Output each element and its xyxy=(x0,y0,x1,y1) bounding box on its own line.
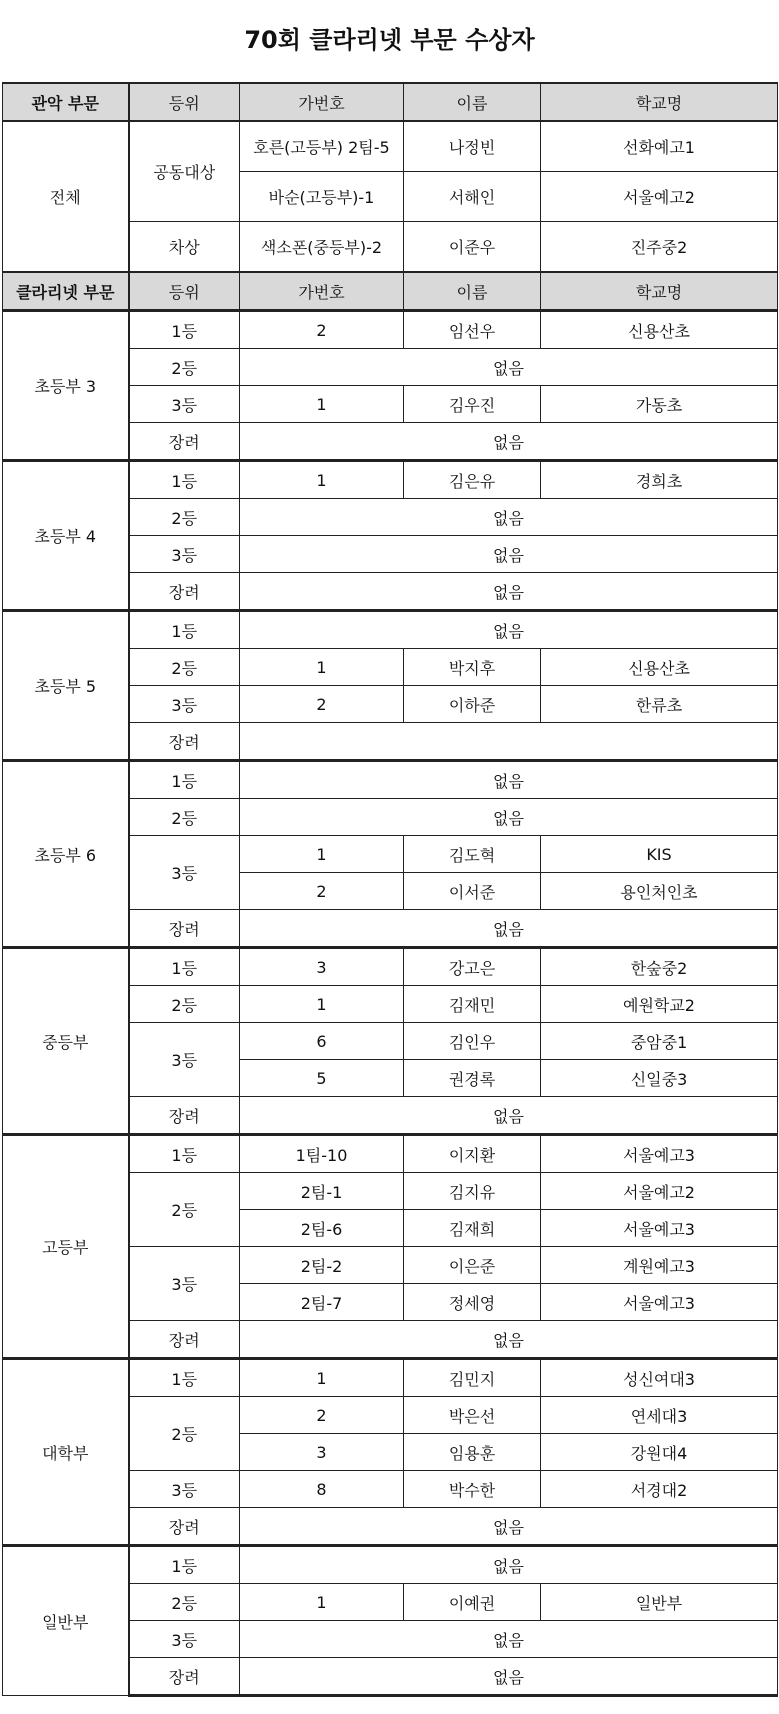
division-label: 초등부 6 xyxy=(3,761,129,948)
award-row xyxy=(3,611,778,649)
school-cell: 서울예고3 xyxy=(541,1284,778,1321)
no-award-cell: 없음 xyxy=(240,1621,778,1658)
name-cell: 김은유 xyxy=(404,461,541,499)
no-award-cell: 없음 xyxy=(240,1546,778,1584)
school-cell: 계원예고3 xyxy=(541,1247,778,1284)
school-cell: KIS xyxy=(541,836,778,873)
rank-cell: 장려 xyxy=(129,723,240,761)
school-cell: 신용산초 xyxy=(541,311,778,349)
overall-name: 서해인 xyxy=(404,172,541,222)
name-cell: 이하준 xyxy=(404,686,541,723)
name-cell: 김도혁 xyxy=(404,836,541,873)
name-cell: 박수한 xyxy=(404,1471,541,1508)
rank-cell: 장려 xyxy=(129,1658,240,1696)
division-label: 초등부 5 xyxy=(3,611,129,761)
no-award-cell: 없음 xyxy=(240,349,778,386)
entry-number-cell: 2 xyxy=(240,873,404,910)
overall-row xyxy=(3,121,778,172)
name-cell: 김지유 xyxy=(404,1173,541,1210)
rank-cell: 장려 xyxy=(129,423,240,461)
entry-number-cell: 2 xyxy=(240,1397,404,1434)
name-cell: 강고은 xyxy=(404,948,541,986)
rank-cell: 2등 xyxy=(129,649,240,686)
rank-cell: 3등 xyxy=(129,686,240,723)
school-cell: 신일중3 xyxy=(541,1060,778,1097)
name-cell: 이서준 xyxy=(404,873,541,910)
rank-cell: 3등 xyxy=(129,1247,240,1321)
rank-cell: 장려 xyxy=(129,910,240,948)
school-cell: 용인처인초 xyxy=(541,873,778,910)
rank-cell: 2등 xyxy=(129,1173,240,1247)
entry-number-cell: 5 xyxy=(240,1060,404,1097)
entry-number-cell: 2 xyxy=(240,686,404,723)
division-label: 초등부 3 xyxy=(3,311,129,461)
division-label: 초등부 4 xyxy=(3,461,129,611)
name-cell: 임선우 xyxy=(404,311,541,349)
school-cell: 가동초 xyxy=(541,386,778,423)
overall-rank: 공동대상 xyxy=(129,121,240,222)
no-award-cell: 없음 xyxy=(240,910,778,948)
header-row-main xyxy=(3,83,778,121)
header-rank: 등위 xyxy=(129,272,240,311)
overall-entry-number: 색소폰(중등부)-2 xyxy=(240,222,404,273)
rank-cell: 장려 xyxy=(129,573,240,611)
school-cell: 서울예고2 xyxy=(541,1173,778,1210)
overall-school: 진주중2 xyxy=(541,222,778,273)
award-row xyxy=(3,461,778,499)
school-cell: 경희초 xyxy=(541,461,778,499)
entry-number-cell: 1 xyxy=(240,1359,404,1397)
entry-number-cell: 1 xyxy=(240,986,404,1023)
awards-table xyxy=(2,82,778,1697)
school-cell: 연세대3 xyxy=(541,1397,778,1434)
entry-number-cell: 1팀-10 xyxy=(240,1135,404,1173)
rank-cell: 2등 xyxy=(129,986,240,1023)
award-row xyxy=(3,1135,778,1173)
no-award-cell: 없음 xyxy=(240,1658,778,1696)
entry-number-cell: 3 xyxy=(240,948,404,986)
header-division: 관악 부문 xyxy=(3,83,129,121)
no-award-cell: 없음 xyxy=(240,499,778,536)
rank-cell: 3등 xyxy=(129,1471,240,1508)
rank-cell: 장려 xyxy=(129,1097,240,1135)
entry-number-cell: 2팀-7 xyxy=(240,1284,404,1321)
rank-cell: 장려 xyxy=(129,1508,240,1546)
school-cell: 일반부 xyxy=(541,1584,778,1621)
no-award-cell: 없음 xyxy=(240,761,778,799)
school-cell: 서경대2 xyxy=(541,1471,778,1508)
school-cell: 강원대4 xyxy=(541,1434,778,1471)
header-name: 이름 xyxy=(404,83,541,121)
header-rank: 등위 xyxy=(129,83,240,121)
award-row xyxy=(3,311,778,349)
awards-table-body xyxy=(3,83,778,1696)
header-entry-number: 가번호 xyxy=(240,272,404,311)
entry-number-cell: 1 xyxy=(240,386,404,423)
entry-number-cell: 2팀-2 xyxy=(240,1247,404,1284)
no-award-cell: 없음 xyxy=(240,1508,778,1546)
overall-division: 전체 xyxy=(3,121,129,272)
header-entry-number: 가번호 xyxy=(240,83,404,121)
name-cell: 김민지 xyxy=(404,1359,541,1397)
entry-number-cell: 3 xyxy=(240,1434,404,1471)
name-cell: 권경록 xyxy=(404,1060,541,1097)
award-row xyxy=(3,761,778,799)
award-row xyxy=(3,1546,778,1584)
entry-number-cell: 8 xyxy=(240,1471,404,1508)
name-cell: 이은준 xyxy=(404,1247,541,1284)
school-cell: 한류초 xyxy=(541,686,778,723)
school-cell: 서울예고3 xyxy=(541,1210,778,1247)
award-row xyxy=(3,948,778,986)
name-cell: 김재희 xyxy=(404,1210,541,1247)
school-cell: 성신여대3 xyxy=(541,1359,778,1397)
name-cell: 이지환 xyxy=(404,1135,541,1173)
page-title: 70회 클라리넷 부문 수상자 xyxy=(244,26,535,54)
no-award-cell: 없음 xyxy=(240,1321,778,1359)
name-cell: 박은선 xyxy=(404,1397,541,1434)
rank-cell: 3등 xyxy=(129,1621,240,1658)
entry-number-cell: 2팀-6 xyxy=(240,1210,404,1247)
rank-cell: 장려 xyxy=(129,1321,240,1359)
rank-cell: 1등 xyxy=(129,611,240,649)
no-award-cell: 없음 xyxy=(240,573,778,611)
name-cell: 김재민 xyxy=(404,986,541,1023)
rank-cell: 1등 xyxy=(129,948,240,986)
overall-school: 선화예고1 xyxy=(541,121,778,172)
division-label: 고등부 xyxy=(3,1135,129,1359)
header-school: 학교명 xyxy=(541,83,778,121)
rank-cell: 3등 xyxy=(129,386,240,423)
name-cell: 박지후 xyxy=(404,649,541,686)
overall-name: 나정빈 xyxy=(404,121,541,172)
award-row xyxy=(3,1359,778,1397)
rank-cell: 2등 xyxy=(129,1584,240,1621)
rank-cell: 1등 xyxy=(129,761,240,799)
no-award-cell: 없음 xyxy=(240,799,778,836)
rank-cell: 3등 xyxy=(129,1023,240,1097)
rank-cell: 3등 xyxy=(129,836,240,910)
division-label: 대학부 xyxy=(3,1359,129,1546)
rank-cell: 2등 xyxy=(129,349,240,386)
entry-number-cell: 2 xyxy=(240,311,404,349)
entry-number-cell: 6 xyxy=(240,1023,404,1060)
school-cell: 중암중1 xyxy=(541,1023,778,1060)
overall-entry-number: 호른(고등부) 2팀-5 xyxy=(240,121,404,172)
name-cell: 김우진 xyxy=(404,386,541,423)
no-award-cell: 없음 xyxy=(240,1097,778,1135)
school-cell: 서울예고3 xyxy=(541,1135,778,1173)
overall-rank: 차상 xyxy=(129,222,240,273)
header-school: 학교명 xyxy=(541,272,778,311)
entry-number-cell: 1 xyxy=(240,649,404,686)
school-cell: 한숲중2 xyxy=(541,948,778,986)
header-row-clarinet xyxy=(3,272,778,311)
division-label: 중등부 xyxy=(3,948,129,1135)
rank-cell: 1등 xyxy=(129,1135,240,1173)
overall-entry-number: 바순(고등부)-1 xyxy=(240,172,404,222)
no-award-cell: 없음 xyxy=(240,423,778,461)
school-cell: 예원학교2 xyxy=(541,986,778,1023)
header-name: 이름 xyxy=(404,272,541,311)
rank-cell: 2등 xyxy=(129,799,240,836)
entry-number-cell: 1 xyxy=(240,836,404,873)
no-award-cell: 없음 xyxy=(240,611,778,649)
rank-cell: 1등 xyxy=(129,1546,240,1584)
rank-cell: 3등 xyxy=(129,536,240,573)
school-cell: 신용산초 xyxy=(541,649,778,686)
rank-cell: 2등 xyxy=(129,1397,240,1471)
rank-cell: 1등 xyxy=(129,461,240,499)
division-label: 일반부 xyxy=(3,1546,129,1696)
name-cell: 정세영 xyxy=(404,1284,541,1321)
header-division: 클라리넷 부문 xyxy=(3,272,129,311)
entry-number-cell: 1 xyxy=(240,461,404,499)
no-award-cell: 없음 xyxy=(240,536,778,573)
entry-number-cell: 1 xyxy=(240,1584,404,1621)
rank-cell: 2등 xyxy=(129,499,240,536)
overall-name: 이준우 xyxy=(404,222,541,273)
name-cell: 임용훈 xyxy=(404,1434,541,1471)
name-cell: 김인우 xyxy=(404,1023,541,1060)
name-cell: 이예권 xyxy=(404,1584,541,1621)
rank-cell: 1등 xyxy=(129,311,240,349)
overall-school: 서울예고2 xyxy=(541,172,778,222)
no-award-cell xyxy=(240,723,778,761)
entry-number-cell: 2팀-1 xyxy=(240,1173,404,1210)
rank-cell: 1등 xyxy=(129,1359,240,1397)
